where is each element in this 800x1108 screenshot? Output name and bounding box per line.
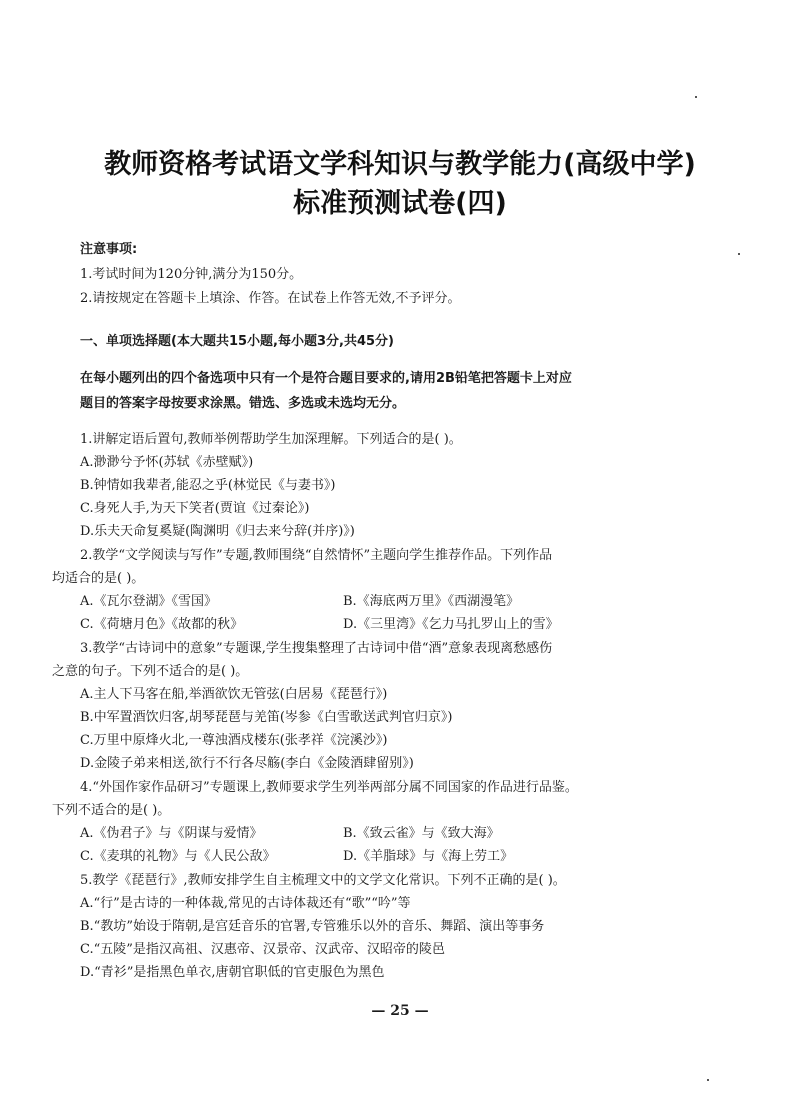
question-5-option-c: C.“五陵”是指汉高祖、汉惠帝、汉景帝、汉武帝、汉昭帝的陵邑 bbox=[80, 942, 445, 957]
section-heading: 一、单项选择题(本大题共15小题,每小题3分,共45分) bbox=[80, 334, 394, 349]
question-5-option-d: D.“青衫”是指黑色单衣,唐朝官职低的官吏服色为黑色 bbox=[80, 965, 385, 980]
question-2-stem-line1: 2.教学“文学阅读与写作”专题,教师围绕“自然情怀”主题向学生推荐作品。下列作品 bbox=[80, 548, 553, 563]
question-2-option-a: A.《瓦尔登湖》《雪国》 bbox=[80, 594, 218, 609]
question-5-option-b: B.“教坊”始设于隋朝,是宫廷音乐的官署,专管雅乐以外的音乐、舞蹈、演出等事务 bbox=[80, 919, 545, 934]
section-instruction-line1: 在每小题列出的四个备选项中只有一个是符合题目要求的,请用2B铅笔把答题卡上对应 bbox=[80, 371, 572, 386]
exam-title-line1: 教师资格考试语文学科知识与教学能力(高级中学) bbox=[104, 149, 696, 180]
question-1-stem: 1.讲解定语后置句,教师举例帮助学生加深理解。下列适合的是( )。 bbox=[80, 432, 462, 447]
question-5-stem: 5.教学《琵琶行》,教师安排学生自主梳理文中的文学文化常识。下列不正确的是( )。 bbox=[80, 873, 566, 888]
question-3-option-b: B.中军置酒饮归客,胡琴琵琶与羌笛(岑参《白雪歌送武判官归京》) bbox=[80, 710, 453, 725]
question-4-option-a: A.《伪君子》与《阴谋与爱情》 bbox=[80, 826, 263, 841]
question-3-option-d: D.金陵子弟来相送,欲行不行各尽觞(李白《金陵酒肆留别》) bbox=[80, 756, 414, 771]
question-2-option-b: B.《海底两万里》《西湖漫笔》 bbox=[343, 594, 520, 609]
question-1-option-a: A.渺渺兮予怀(苏轼《赤壁赋》) bbox=[80, 455, 254, 470]
notice-item-2: 2.请按规定在答题卡上填涂、作答。在试卷上作答无效,不予评分。 bbox=[80, 291, 461, 306]
question-4-option-c: C.《麦琪的礼物》与《人民公敌》 bbox=[80, 849, 276, 864]
section-instruction-line2: 题目的答案字母按要求涂黑。错选、多选或未选均无分。 bbox=[80, 396, 406, 411]
scan-speck bbox=[707, 1079, 709, 1081]
question-1-option-c: C.身死人手,为天下笑者(贾谊《过秦论》) bbox=[80, 501, 310, 516]
notice-item-1: 1.考试时间为120分钟,满分为150分。 bbox=[80, 267, 303, 282]
question-1-option-d: D.乐夫天命复奚疑(陶渊明《归去来兮辞(并序)》) bbox=[80, 524, 355, 539]
question-5-option-a: A.“行”是古诗的一种体裁,常见的古诗体裁还有“歌”“吟”等 bbox=[80, 896, 411, 911]
exam-title-line2: 标准预测试卷(四) bbox=[293, 188, 507, 219]
question-3-stem-line1: 3.教学“古诗词中的意象”专题课,学生搜集整理了古诗词中借“酒”意象表现离愁感伤 bbox=[80, 641, 553, 656]
question-3-option-c: C.万里中原烽火北,一尊浊酒戍楼东(张孝祥《浣溪沙》) bbox=[80, 733, 388, 748]
question-4-option-d: D.《羊脂球》与《海上劳工》 bbox=[343, 849, 514, 864]
question-2-stem-line2: 均适合的是( )。 bbox=[52, 571, 145, 586]
question-4-stem-line2: 下列不适合的是( )。 bbox=[52, 803, 171, 818]
notice-heading: 注意事项: bbox=[80, 242, 138, 257]
scan-speck bbox=[695, 96, 697, 98]
question-3-stem-line2: 之意的句子。下列不适合的是( )。 bbox=[52, 664, 249, 679]
question-1-option-b: B.钟情如我辈者,能忍之乎(林觉民《与妻书》) bbox=[80, 478, 336, 493]
question-4-stem-line1: 4.“外国作家作品研习”专题课上,教师要求学生列举两部分属不同国家的作品进行品鉴。 bbox=[80, 780, 578, 795]
question-3-option-a: A.主人下马客在船,举酒欲饮无管弦(白居易《琵琶行》) bbox=[80, 687, 388, 702]
scan-speck bbox=[738, 253, 740, 255]
page-number: — 25 — bbox=[371, 1003, 429, 1019]
question-2-option-d: D.《三里湾》《乞力马扎罗山上的雪》 bbox=[343, 617, 559, 632]
question-4-option-b: B.《致云雀》与《致大海》 bbox=[343, 826, 500, 841]
question-2-option-c: C.《荷塘月色》《故都的秋》 bbox=[80, 617, 244, 632]
